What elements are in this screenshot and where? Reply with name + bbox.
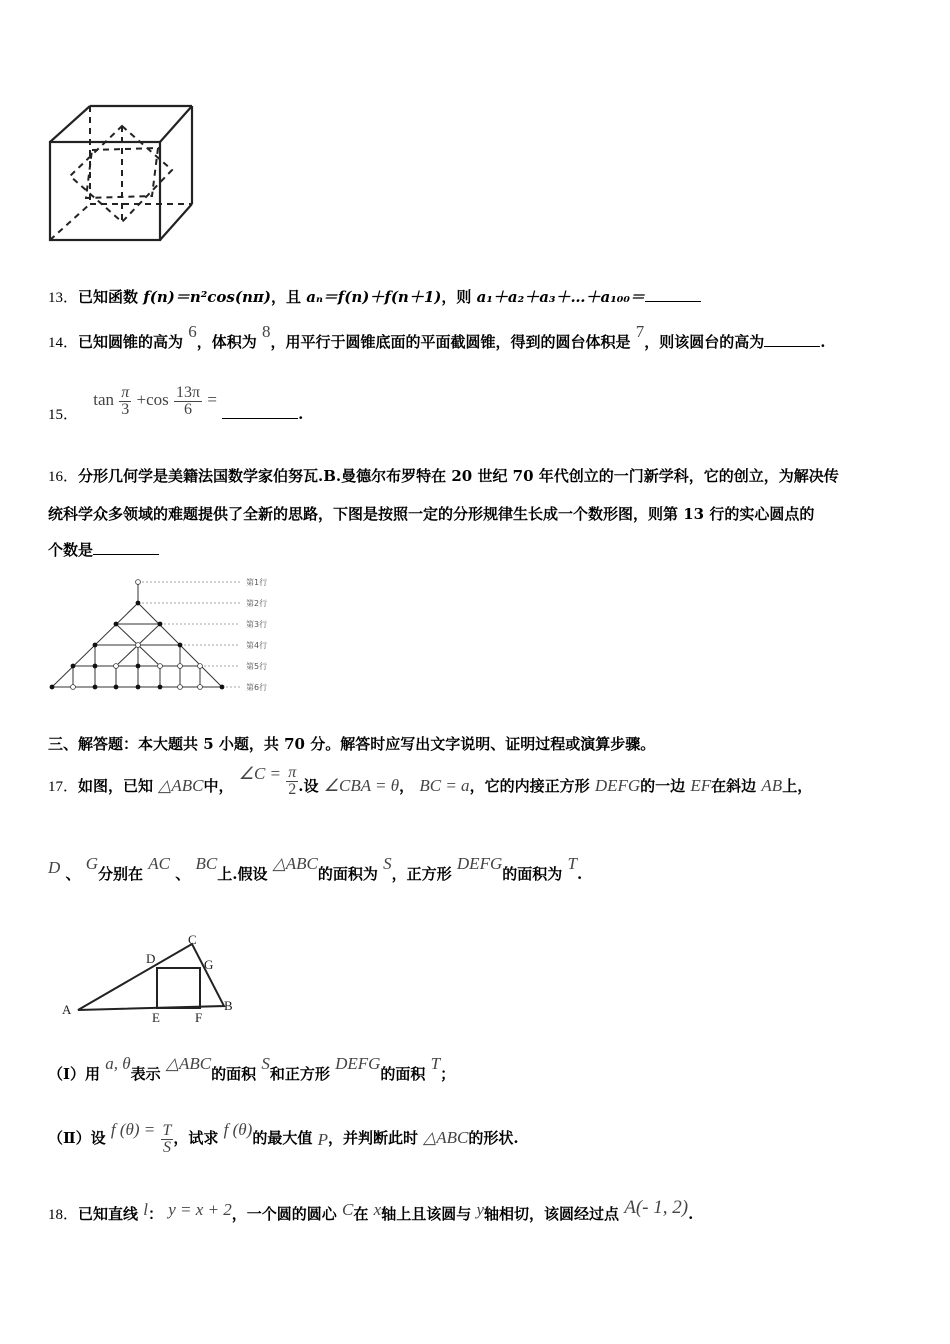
svg-text:C: C <box>188 932 197 947</box>
question-15: 15． tan $\frac{\pi}{3}$ +cos $\frac{13\pi}{6}$ = . <box>48 383 304 423</box>
question-17-line2: D 、 G分别在 AC 、 BC上.假设 △ABC的面积为 S，正方形 DEFG的面积为 T. <box>48 854 583 883</box>
svg-text:第1行: 第1行 <box>246 578 268 587</box>
svg-text:第5行: 第5行 <box>246 662 268 671</box>
question-17-part2: （Ⅱ）设 f (θ) = $\frac{T}{S}$ ，试求 f (θ)的最大值 P，并判断此时 △ABC的形状. <box>48 1120 519 1156</box>
fractal-tree-figure <box>40 572 280 696</box>
question-18: 18．已知直线 l： y = x + 2，一个圆的圆心 C在 x轴上且该圆与 y轴相切，该圆经过点 A(- 1, 2). <box>48 1197 694 1223</box>
svg-text:E: E <box>152 1010 160 1025</box>
svg-text:F: F <box>195 1010 203 1025</box>
answer-blank[interactable] <box>645 287 701 302</box>
question-16-line3: 个数是 <box>48 540 159 560</box>
answer-blank[interactable] <box>222 404 298 419</box>
triangle-square-figure <box>56 928 246 1026</box>
svg-text:G: G <box>204 957 214 972</box>
svg-text:D: D <box>146 951 156 966</box>
question-17-part1: （Ⅰ）用 a, θ表示 △ABC的面积 S和正方形 DEFG的面积 T； <box>48 1054 456 1083</box>
answer-blank[interactable] <box>93 540 159 555</box>
svg-text:第2行: 第2行 <box>246 599 268 608</box>
svg-text:第4行: 第4行 <box>246 641 268 650</box>
question-14: 14．已知圆锥的高为 6，体积为 8，用平行于圆锥底面的平面截圆锥，得到的圆台体积是 7，则该圆台的高为 . <box>48 322 826 351</box>
svg-text:第6行: 第6行 <box>246 683 268 692</box>
question-16-line2: 统科学众多领域的难题提供了全新的思路，下图是按照一定的分形规律生长成一个数形图，则第 13 行的实心圆点的 <box>48 505 815 523</box>
svg-text:B: B <box>224 998 233 1013</box>
question-17-line1: 17．如图，已知 △ABC中， ∠C = $\frac{\pi}{2}$ .设 ∠CBA = θ， BC = a，它的内接正方形 DEFG的一边 EF在斜边 AB上， <box>48 763 813 798</box>
section-heading: 三、解答题：本大题共 5 小题，共 70 分。解答时应写出文字说明、证明过程或演算步骤。 <box>48 735 656 753</box>
svg-text:第3行: 第3行 <box>246 620 268 629</box>
cube-figure <box>40 100 200 248</box>
answer-blank[interactable] <box>764 332 820 347</box>
question-13: 13．已知函数 f(n)＝n²cos(nπ)，且 aₙ＝f(n)＋f(n＋1)，则 a₁＋a₂＋a₃＋…＋a₁₀₀＝ <box>48 287 701 308</box>
svg-text:A: A <box>62 1002 72 1017</box>
question-16-line1: 16．分形几何学是美籍法国数学家伯努瓦.B.曼德尔布罗特在 20 世纪 70 年代创立的一门新学科，它的创立，为解决传 <box>48 467 839 485</box>
